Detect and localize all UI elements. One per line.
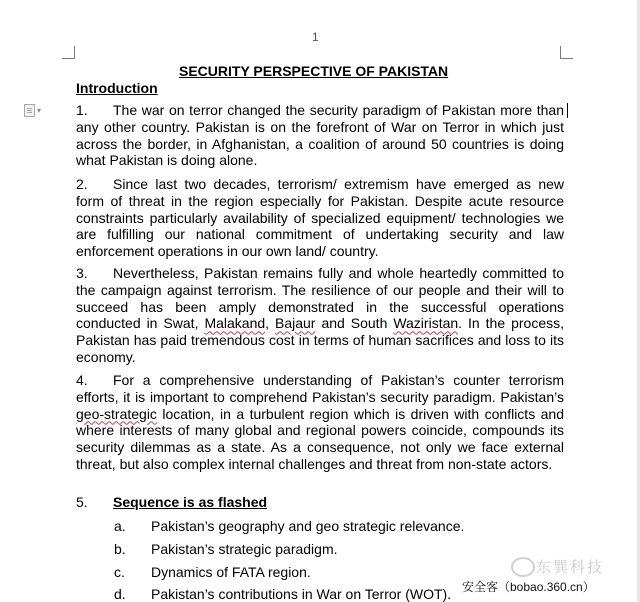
list-item[interactable]	[114, 541, 338, 557]
list-text: Pakistan’s strategic paradigm.	[151, 541, 338, 557]
paragraph-options-icon[interactable]	[24, 104, 35, 117]
list-letter: c.	[114, 564, 125, 580]
list-letter: a.	[114, 518, 126, 534]
paragraph-text: ,	[265, 315, 275, 332]
list-text: Dynamics of FATA region.	[151, 564, 311, 580]
list-item[interactable]	[114, 564, 311, 580]
paragraph-number: 1.	[76, 102, 88, 118]
page-number: 1	[312, 30, 319, 44]
spellcheck-word[interactable]: Malakand	[204, 315, 266, 332]
list-letter: d.	[114, 586, 126, 602]
watermark-text: 东巽科技	[536, 559, 605, 576]
paragraph-text: . In the process, Pakistan has paid tremendous cost in terms of human sacrifices and loss to its economy.	[76, 315, 565, 365]
paragraph-text: location, in a turbulent region which is driven with conflicts and where interests of many global and regional powers coincide, compounds its security dilemmas as a state. As a consequence, not only we face external threat, but also complex internal challenges and threat from non-state actors.	[76, 405, 564, 472]
list-item[interactable]	[114, 586, 451, 602]
paragraph-number: 4.	[76, 372, 88, 388]
watermark-credit: 安全客（bobao.360.cn）	[462, 580, 595, 594]
paragraph-2[interactable]	[76, 176, 564, 260]
document-title[interactable]: SECURITY PERSPECTIVE OF PAKISTAN	[179, 63, 449, 79]
margin-corner-left	[62, 46, 75, 59]
sequence-heading[interactable]	[76, 494, 267, 510]
paragraph-1[interactable]	[76, 102, 564, 169]
paragraph-text: Nevertheless, Pakistan remains fully and whole heartedly committed to the campaign against terrorism. The resilience of our people and their will to succeed has been amply demonstrated in the successful operations conducted in Swat,	[76, 265, 564, 332]
spellcheck-word[interactable]: Waziristan	[393, 315, 459, 332]
list-text: Pakistan’s contributions in War on Terror (WOT).	[151, 586, 452, 602]
list-letter: b.	[114, 541, 126, 557]
paragraph-text: and South	[315, 315, 394, 332]
watermark-logo-icon	[511, 557, 535, 577]
sequence-label: Sequence is as flashed	[113, 494, 268, 510]
paragraph-text: The war on terror changed the security paradigm of Pakistan more than any other country. Pakistan is on the forefront of War on Terror in which just across the border, in Afghanistan, a coalition of around 50 countries is doing what Pakistan is doing alone.	[76, 102, 564, 169]
paragraph-number: 3.	[76, 265, 88, 281]
paragraph-number: 5.	[76, 494, 88, 510]
section-heading[interactable]: Introduction	[76, 80, 158, 96]
paragraph-text: For a comprehensive understanding of Pakistan’s counter terrorism efforts, it is important to comprehend Pakistan’s security paradigm. Pakistan’s	[76, 372, 564, 405]
paragraph-text: Since last two decades, terrorism/ extremism have emerged as new form of threat in the region especially for Pakistan. Despite acute resource constraints particularly availability of specialized equipment/ technologies we are fulfilling our national commitment of undertaking security and law enforcement operations in our own land/ country.	[76, 176, 564, 260]
text-cursor	[567, 103, 568, 118]
spellcheck-word[interactable]: geo-strategic	[76, 405, 157, 422]
paragraph-options-arrow-icon[interactable]: ▾	[37, 106, 42, 115]
list-text: Pakistan’s geography and geo strategic relevance.	[151, 518, 465, 534]
paragraph-3[interactable]	[76, 265, 564, 366]
margin-corner-right	[560, 46, 573, 59]
paragraph-number: 2.	[76, 176, 88, 192]
spellcheck-word[interactable]: Bajaur	[275, 315, 316, 332]
paragraph-4[interactable]	[76, 372, 564, 473]
list-item[interactable]	[114, 518, 464, 534]
